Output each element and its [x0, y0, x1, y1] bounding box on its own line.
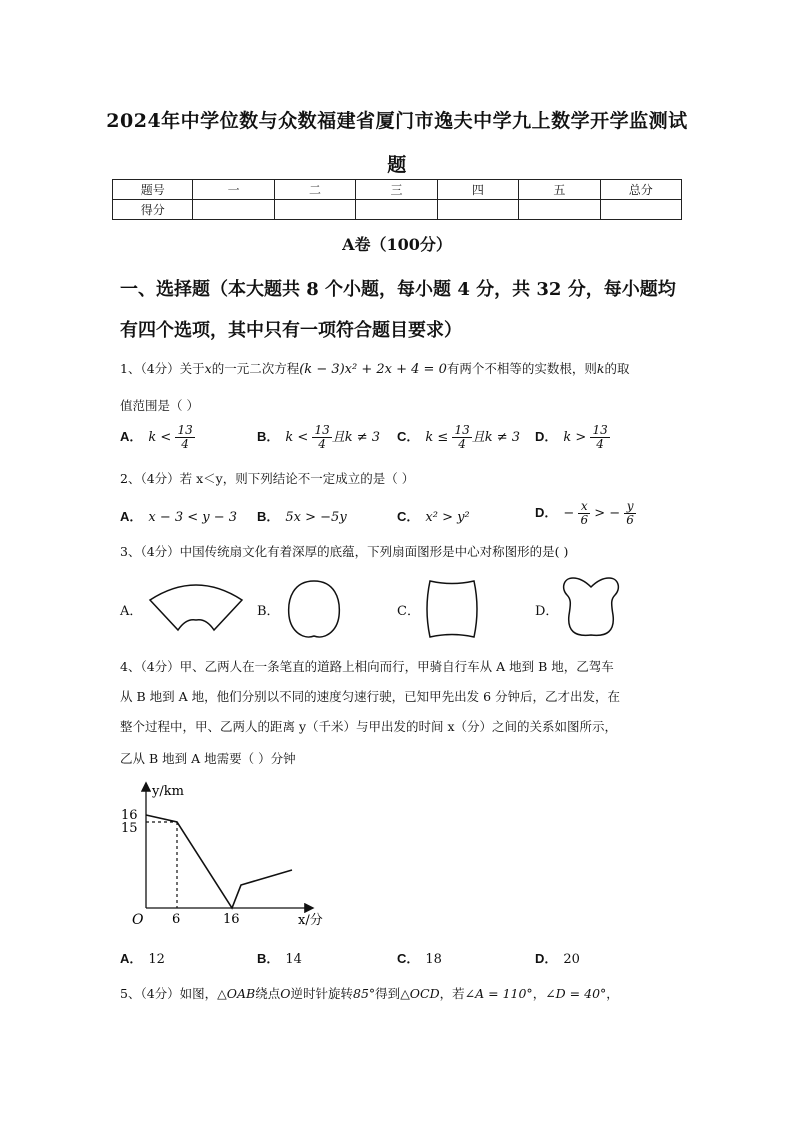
distance-curve: [146, 815, 292, 908]
q5-sep: ，: [532, 986, 546, 1001]
q2-option-d-fraction-y: [624, 500, 636, 527]
q4-stem-line4: 乙从 B 地到 A 地需要（ ）分钟: [120, 751, 296, 766]
x-tick-16: 16: [223, 912, 240, 927]
q1-option-d-label: D．: [535, 429, 558, 444]
score-table-score-row: [113, 200, 682, 220]
q2-option-a[interactable]: [120, 506, 237, 525]
q5-angle: 85°: [353, 986, 376, 1001]
score-cell: [519, 200, 600, 220]
q4-option-a[interactable]: [120, 948, 165, 967]
q3-option-a-label: A．: [120, 604, 143, 619]
q4-distance-time-graph: [112, 778, 342, 928]
part1-heading-line1: 一、选择题（本大题共 8 个小题，每小题 4 分，共 32 分，每小题均: [120, 279, 676, 300]
q3-stem: 3、（4分）中国传统扇文化有着深厚的底蕴，下列扇面图形是中心对称图形的是( ): [120, 544, 569, 559]
score-header-cell: 题号: [113, 180, 193, 200]
fraction-denominator: 4: [596, 437, 604, 451]
q2-option-b-expr: 5x > −5y: [285, 510, 347, 525]
score-cell: [193, 200, 274, 220]
q4-option-b-label: B．: [257, 951, 280, 966]
fraction-denominator: 6: [626, 513, 634, 527]
fan-outline: [289, 581, 340, 637]
q2-option-a-label: A．: [120, 509, 143, 524]
q1-option-a-fraction: [175, 424, 194, 451]
score-header-cell: 总分: [600, 180, 681, 200]
q4-stem-line2: 从 B 地到 A 地，他们分别以不同的速度匀速行驶，已知甲先出发 6 分钟后，乙才出发，在: [120, 689, 621, 704]
q5-triangle-oab: △OAB: [217, 986, 256, 1001]
q1-option-a-label: A．: [120, 429, 143, 444]
q5-stem: [120, 985, 619, 1003]
q2-option-d[interactable]: [535, 500, 636, 527]
x-tick-6: 6: [172, 912, 181, 927]
score-header-cell: 三: [356, 180, 437, 200]
fan-outline: [427, 581, 477, 637]
score-header-cell: 四: [437, 180, 518, 200]
fraction-denominator: 4: [181, 437, 189, 451]
q2-option-b[interactable]: [257, 506, 347, 525]
score-header-cell: 五: [519, 180, 600, 200]
fraction-denominator: 4: [458, 437, 466, 451]
q3-option-b-fan-shape[interactable]: [284, 578, 344, 642]
q4-option-c-value: 18: [425, 952, 442, 967]
fan-outline: [150, 585, 242, 630]
q4-option-b[interactable]: [257, 948, 302, 967]
q2-option-d-pre: −: [563, 506, 575, 521]
q2-option-d-fraction-x: [578, 500, 590, 527]
score-table-header-row: [113, 180, 682, 200]
q5-angle-a: ∠A = 110°: [464, 986, 533, 1001]
score-cell: [600, 200, 681, 220]
q1-suffix: 有两个不相等的实数根，则: [446, 361, 597, 376]
score-header-cell: 二: [274, 180, 355, 200]
fraction-numerator: 13: [314, 423, 330, 437]
q5-mid4: ，若: [439, 986, 465, 1001]
q1-stem-line1: [120, 360, 629, 379]
q4-option-d-value: 20: [563, 952, 580, 967]
fraction-numerator: 13: [592, 423, 608, 437]
q1-option-b-lhs: k <: [285, 430, 309, 445]
q3-option-d-fan-shape[interactable]: [561, 575, 621, 639]
page-title-line1: 2024年中学位数与众数福建省厦门市逸夫中学九上数学开学监测试: [106, 110, 688, 132]
q2-option-c[interactable]: [397, 506, 470, 525]
fraction-numerator: y: [624, 500, 636, 514]
q2-stem: 2、（4分）若 x＜y，则下列结论不一定成立的是（ ）: [120, 471, 415, 486]
q5-end: ，: [606, 986, 619, 1001]
q5-angle-d: ∠D = 40°: [545, 986, 607, 1001]
fan-outline: [564, 578, 619, 635]
score-header-cell: 一: [193, 180, 274, 200]
q3-option-c-label: C．: [397, 604, 420, 619]
y-axis-label: y/km: [152, 784, 184, 799]
q1-option-d-fraction: [590, 424, 609, 451]
fraction-numerator: 13: [454, 423, 470, 437]
part1-heading-line2: 有四个选项，其中只有一项符合题目要求）: [120, 320, 462, 341]
score-table: [112, 179, 682, 220]
q3-option-d-label: D．: [535, 604, 559, 619]
page-title-line2: 题: [387, 154, 407, 176]
q1-option-b-label: B．: [257, 429, 280, 444]
q5-mid2: 逆时针旋转: [290, 986, 354, 1001]
fraction-denominator: 6: [580, 513, 589, 527]
q4-option-b-value: 14: [285, 952, 302, 967]
q1-prefix: 1、（4分）关于: [120, 361, 205, 376]
y-tick-16: 16: [121, 808, 138, 823]
q2-option-d-label: D．: [535, 505, 558, 520]
x-axis-label: x/分: [298, 913, 323, 928]
q1-end: 的取: [604, 361, 630, 376]
score-cell: [356, 200, 437, 220]
fraction-numerator: 13: [177, 423, 193, 437]
q3-option-c-fan-shape[interactable]: [422, 578, 482, 640]
q1-option-c-fraction: [452, 424, 471, 451]
section-a-heading: A卷（100分）: [342, 235, 452, 254]
q4-stem-line3: 整个过程中，甲、乙两人的距离 y（千米）与甲出发的时间 x（分）之间的关系如图所示，: [120, 719, 618, 734]
q4-option-d-label: D．: [535, 951, 558, 966]
q1-option-a-lhs: k <: [148, 430, 172, 445]
q5-prefix: 5、（4分）如图，: [120, 986, 218, 1001]
q1-option-c[interactable]: [397, 424, 520, 451]
q2-option-d-mid: > −: [594, 506, 621, 521]
origin-label: O: [132, 912, 144, 928]
y-tick-15: 15: [121, 821, 138, 836]
q1-option-d[interactable]: [535, 424, 610, 451]
q1-option-a[interactable]: [120, 424, 195, 451]
q4-option-a-value: 12: [148, 952, 165, 967]
q2-option-b-label: B．: [257, 509, 280, 524]
q1-option-c-label: C．: [397, 429, 420, 444]
q1-option-b-fraction: [312, 424, 331, 451]
score-row-label: 得分: [113, 200, 193, 220]
q1-equation: (k − 3)x² + 2x + 4 = 0: [299, 362, 447, 377]
fraction-numerator: x: [578, 500, 590, 514]
q1-option-d-lhs: k >: [563, 430, 587, 445]
q3-option-b-label: B．: [257, 604, 280, 619]
q2-option-a-expr: x − 3 < y − 3: [148, 510, 238, 525]
q1-stem-line2: 值范围是（ ）: [120, 398, 199, 413]
q1-option-c-tail: 且k ≠ 3: [471, 430, 521, 445]
q1-option-c-lhs: k ≤: [425, 430, 449, 445]
score-cell: [274, 200, 355, 220]
q5-point-o: O: [280, 986, 291, 1001]
q1-option-b[interactable]: [257, 424, 380, 451]
q5-mid1: 绕点: [255, 986, 281, 1001]
q3-option-a-fan-shape[interactable]: [146, 578, 246, 638]
q2-option-c-expr: x² > y²: [425, 510, 470, 525]
score-cell: [437, 200, 518, 220]
q4-stem-line1: 4、（4分）甲、乙两人在一条笔直的道路上相向而行，甲骑自行车从 A 地到 B 地，乙驾车: [120, 659, 614, 674]
q4-option-c-label: C．: [397, 951, 420, 966]
q4-option-d[interactable]: [535, 948, 580, 967]
q5-triangle-ocd: △OCD: [400, 986, 440, 1001]
q4-option-c[interactable]: [397, 948, 442, 967]
q4-option-a-label: A．: [120, 951, 143, 966]
q5-mid3: 得到: [375, 986, 401, 1001]
q1-var-k: k: [596, 361, 605, 376]
q1-mid: 的一元二次方程: [211, 361, 300, 376]
q1-var-x: x: [204, 361, 212, 376]
fraction-denominator: 4: [318, 437, 326, 451]
q2-option-c-label: C．: [397, 509, 420, 524]
q1-option-b-tail: 且k ≠ 3: [331, 430, 381, 445]
